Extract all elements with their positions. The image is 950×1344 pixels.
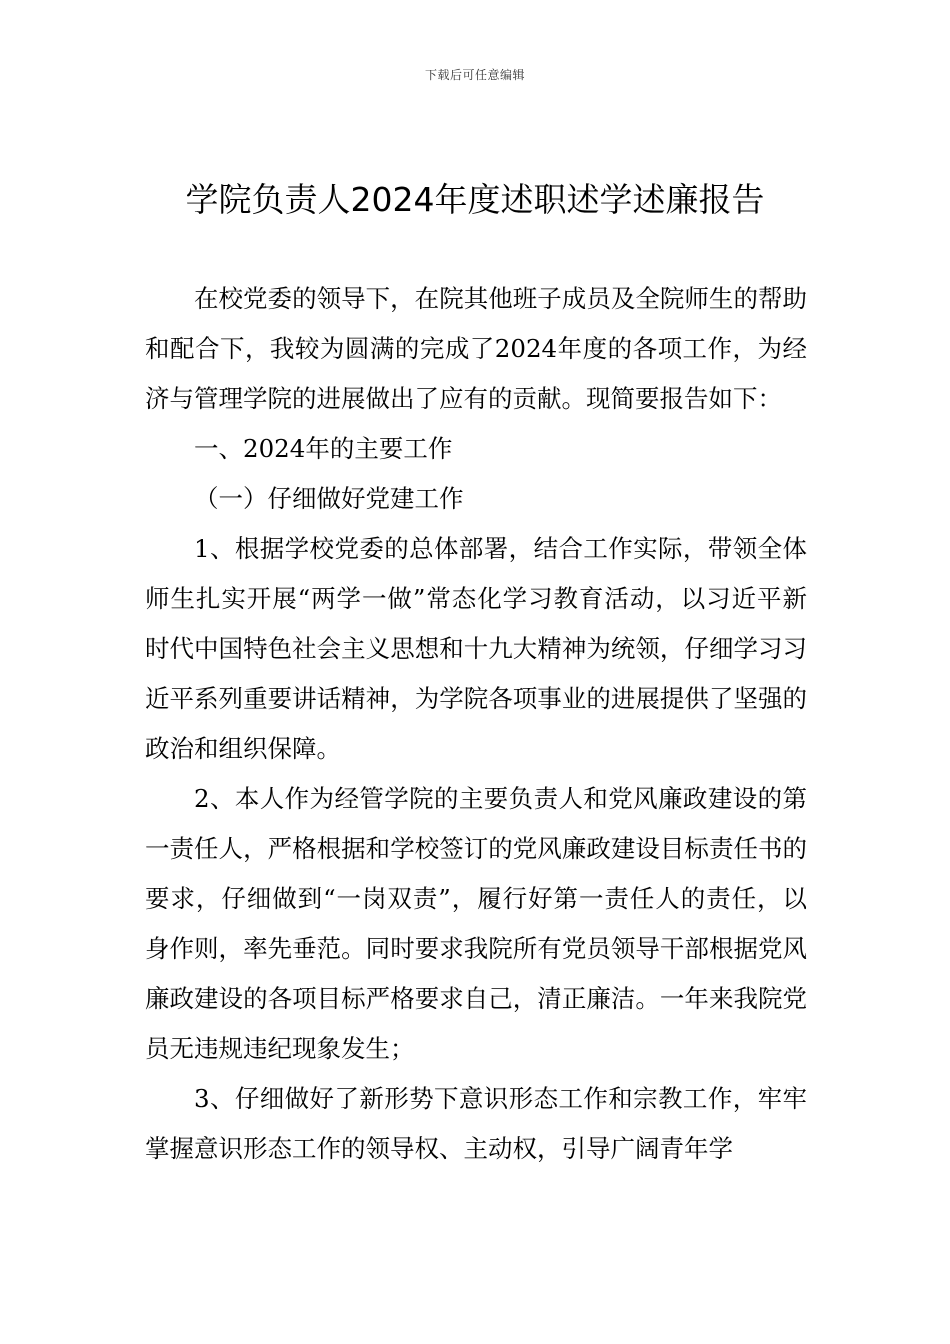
header-note: 下载后可任意编辑 [424,68,525,82]
paragraph-item-2: 2、本人作为经管学院的主要负责人和党风廉政建设的第一责任人，严格根据和学校签订的党风廉政建设目标责任书的要求，仔细做到“一岗双责”，履行好第一责任人的责任，以身作则，率先垂范。同时要求我院所有党员领导干部根据党风廉政建设的各项目标严格要求自己，清正廉洁。一年来我院党员无违规违纪现象发生； [145,784,807,1063]
section-heading: 一、2024年的主要工作 [194,434,453,463]
paragraph-item-1: 1、根据学校党委的总体部署，结合工作实际，带领全体师生扎实开展“两学一做”常态化学习教育活动，以习近平新时代中国特色社会主义思想和十九大精神为统领，仔细学习习近平系列重要讲话精神，为学院各项事业的进展提供了坚强的政治和组织保障。 [145,534,807,763]
paragraph-intro: 在校党委的领导下，在院其他班子成员及全院师生的帮助和配合下，我较为圆满的完成了2024年度的各项工作，为经济与管理学院的进展做出了应有的贡献。现简要报告如下： [145,284,807,413]
document-body [145,274,807,1174]
subsection-heading: （一）仔细做好党建工作 [194,484,464,513]
paragraph-item-3: 3、仔细做好了新形势下意识形态工作和宗教工作，牢牢掌握意识形态工作的领导权、主动权，引导广阔青年学 [145,1084,807,1163]
document-title: 学院负责人2024年度述职述学述廉报告 [185,180,765,219]
